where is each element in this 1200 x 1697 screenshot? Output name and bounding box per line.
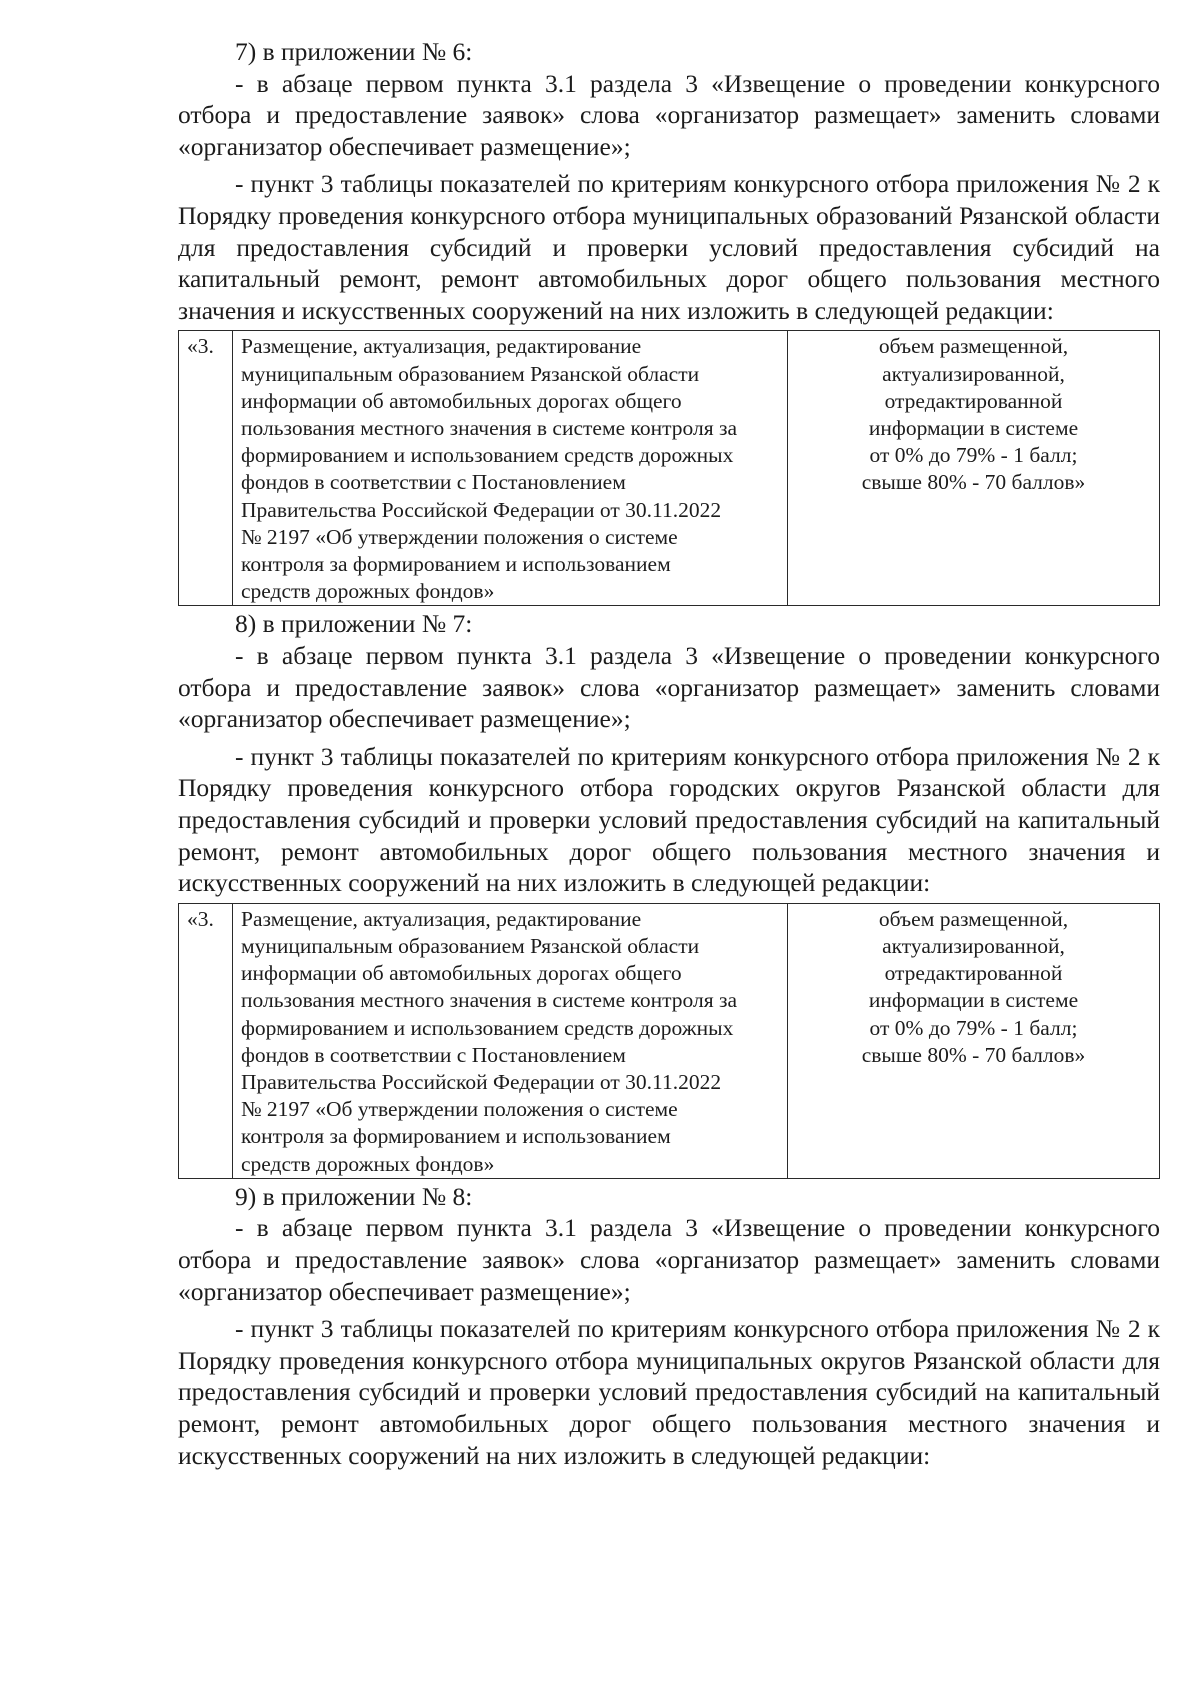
criterion-description-cell: Размещение, актуализация, редактирование муниципальным образованием Рязанской области информации об автомобильных дорогах общего пользования местного значения в системе контроля за формированием и использованием средств дорожных фондов в соответствии с Постановлением Правительства Российской Федерации от 30.11.2022 № 2197 «Об утверждении положения о системе контроля за формированием и использованием средств дорожных фондов»: [233, 331, 788, 606]
item-heading: 8) в приложении № 7:: [235, 609, 473, 639]
row-number-cell: «3.: [179, 903, 233, 1178]
amendment-paragraph: - в абзаце первом пункта 3.1 раздела 3 «Извещение о проведении конкурсного отбора и предоставление заявок» слова «организатор размещает» заменить словами «организатор обеспечивает размещение»;: [178, 68, 1160, 161]
item-heading: 9) в приложении № 8:: [235, 1181, 473, 1211]
document-body: [178, 36, 1160, 1471]
table-row: [179, 903, 1160, 1178]
amendment-item-8: [178, 608, 1160, 1178]
criteria-table: [178, 903, 1160, 1179]
criterion-score-cell: объем размещенной, актуализированной, отредактированной информации в системе от 0% до 79% - 1 балл; свыше 80% - 70 баллов»: [788, 331, 1160, 606]
criterion-score-cell: объем размещенной, актуализированной, отредактированной информации в системе от 0% до 79% - 1 балл; свыше 80% - 70 баллов»: [788, 903, 1160, 1178]
amendment-item-9: [178, 1181, 1160, 1471]
criteria-table: [178, 330, 1160, 606]
amendment-paragraph: - пункт 3 таблицы показателей по критериям конкурсного отбора приложения № 2 к Порядку проведения конкурсного отбора муниципальных образований Рязанской области для предоставления субсидий и проверки условий предоставления субсидий на капитальный ремонт, ремонт автомобильных дорог общего пользования местного значения и искусственных сооружений на них изложить в следующей редакции:: [178, 169, 1160, 325]
item-heading: 7) в приложении № 6:: [235, 37, 473, 66]
amendment-item-7: [178, 36, 1160, 606]
amendment-paragraph: - пункт 3 таблицы показателей по критериям конкурсного отбора приложения № 2 к Порядку проведения конкурсного отбора городских округов Рязанской области для предоставления субсидий и проверки условий предоставления субсидий на капитальный ремонт, ремонт автомобильных дорог общего пользования местного значения и искусственных сооружений на них изложить в следующей редакции:: [178, 741, 1160, 898]
amendment-paragraph: - в абзаце первом пункта 3.1 раздела 3 «Извещение о проведении конкурсного отбора и предоставление заявок» слова «организатор размещает» заменить словами «организатор обеспечивает размещение»;: [178, 640, 1160, 734]
row-number-cell: «3.: [179, 331, 233, 606]
table-row: [179, 331, 1160, 606]
amendment-paragraph: - пункт 3 таблицы показателей по критериям конкурсного отбора приложения № 2 к Порядку проведения конкурсного отбора муниципальных округов Рязанской области для предоставления субсидий и проверки условий предоставления субсидий на капитальный ремонт, ремонт автомобильных дорог общего пользования местного значения и искусственных сооружений на них изложить в следующей редакции:: [178, 1314, 1160, 1470]
amendment-paragraph: - в абзаце первом пункта 3.1 раздела 3 «Извещение о проведении конкурсного отбора и предоставление заявок» слова «организатор размещает» заменить словами «организатор обеспечивает размещение»;: [178, 1213, 1160, 1306]
criterion-description-cell: Размещение, актуализация, редактирование муниципальным образованием Рязанской области информации об автомобильных дорогах общего пользования местного значения в системе контроля за формированием и использованием средств дорожных фондов в соответствии с Постановлением Правительства Российской Федерации от 30.11.2022 № 2197 «Об утверждении положения о системе контроля за формированием и использованием средств дорожных фондов»: [233, 903, 788, 1178]
